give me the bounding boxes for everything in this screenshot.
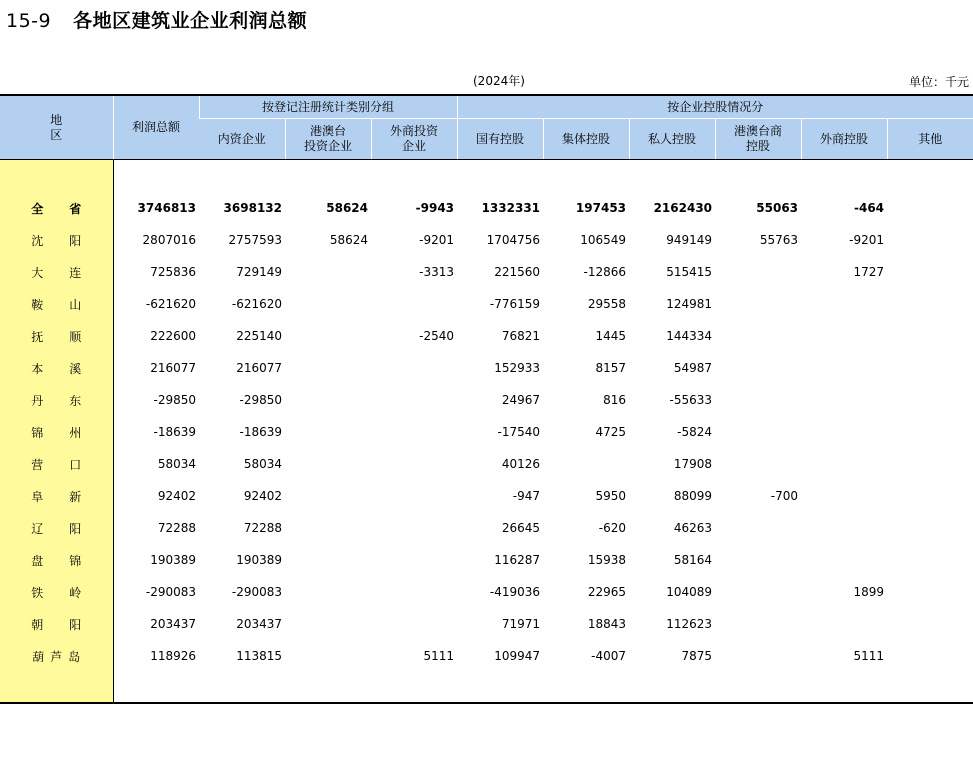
value-cell bbox=[715, 512, 801, 544]
value-cell: 222600 bbox=[150, 329, 196, 343]
region-cell: 鞍山 bbox=[0, 288, 113, 320]
value-cell: -419036 bbox=[489, 585, 541, 599]
table-row bbox=[0, 288, 973, 320]
value-cell: 92402 bbox=[157, 489, 196, 503]
region-cell: 葫芦岛 bbox=[0, 640, 113, 672]
region-cell: 全省 bbox=[0, 192, 113, 224]
value-cell: 109947 bbox=[494, 649, 541, 663]
value-cell bbox=[715, 288, 801, 320]
region-cell: 沈阳 bbox=[0, 224, 113, 256]
value-cell bbox=[715, 352, 801, 384]
value-cell bbox=[371, 416, 457, 448]
value-cell: 55763 bbox=[759, 233, 799, 247]
value-cell: 71971 bbox=[501, 617, 541, 631]
value-cell: -55633 bbox=[669, 393, 713, 407]
value-cell bbox=[715, 640, 801, 672]
region-cell: 朝阳 bbox=[0, 608, 113, 640]
value-cell bbox=[887, 448, 973, 480]
value-cell: 55063 bbox=[756, 201, 799, 215]
table-row bbox=[0, 544, 973, 576]
value-cell: 729149 bbox=[236, 265, 282, 279]
value-cell: 76821 bbox=[501, 329, 541, 343]
value-cell bbox=[285, 288, 371, 320]
value-cell: -620 bbox=[598, 521, 627, 535]
value-cell bbox=[285, 544, 371, 576]
spacer-row bbox=[0, 160, 973, 193]
value-cell: 1704756 bbox=[486, 233, 541, 247]
value-cell: 18843 bbox=[587, 617, 627, 631]
value-cell: 113815 bbox=[236, 649, 282, 663]
value-cell: -5824 bbox=[677, 425, 713, 439]
value-cell: 22965 bbox=[587, 585, 627, 599]
table-row bbox=[0, 576, 973, 608]
value-cell: 515415 bbox=[666, 265, 713, 279]
profit-table bbox=[0, 94, 973, 704]
value-cell bbox=[715, 416, 801, 448]
value-cell: 88099 bbox=[673, 489, 713, 503]
value-cell bbox=[887, 544, 973, 576]
value-cell: 8157 bbox=[595, 361, 627, 375]
value-cell: 92402 bbox=[243, 489, 282, 503]
value-cell bbox=[887, 640, 973, 672]
value-cell bbox=[285, 416, 371, 448]
value-cell: 2757593 bbox=[228, 233, 282, 247]
value-cell: 5950 bbox=[595, 489, 627, 503]
value-cell: 29558 bbox=[587, 297, 627, 311]
table-row bbox=[0, 448, 973, 480]
value-cell: 5111 bbox=[853, 649, 885, 663]
value-cell: 2807016 bbox=[142, 233, 196, 247]
value-cell: 58034 bbox=[243, 457, 282, 471]
value-cell bbox=[801, 608, 887, 640]
value-cell: -4007 bbox=[591, 649, 627, 663]
value-cell: 104089 bbox=[666, 585, 713, 599]
region-cell: 丹东 bbox=[0, 384, 113, 416]
value-cell bbox=[285, 480, 371, 512]
value-cell: 2162430 bbox=[653, 201, 713, 215]
value-cell: 1445 bbox=[595, 329, 627, 343]
value-cell: 7875 bbox=[681, 649, 713, 663]
region-cell: 抚顺 bbox=[0, 320, 113, 352]
value-cell bbox=[285, 320, 371, 352]
value-cell: 225140 bbox=[236, 329, 282, 343]
value-cell: 58624 bbox=[329, 233, 368, 247]
table-row bbox=[0, 416, 973, 448]
value-cell bbox=[801, 416, 887, 448]
region-cell: 阜新 bbox=[0, 480, 113, 512]
value-cell bbox=[371, 512, 457, 544]
value-cell: -621620 bbox=[231, 297, 282, 311]
value-cell bbox=[801, 288, 887, 320]
region-cell: 辽阳 bbox=[0, 512, 113, 544]
page-title bbox=[6, 6, 307, 33]
subheader-cell: 内资企业 bbox=[199, 119, 285, 160]
value-cell: 58164 bbox=[673, 553, 713, 567]
value-cell: 816 bbox=[603, 393, 627, 407]
value-cell: 112623 bbox=[666, 617, 713, 631]
value-cell bbox=[801, 544, 887, 576]
subheader-cell: 港澳台商 控股 bbox=[715, 119, 801, 160]
value-cell: 5111 bbox=[423, 649, 455, 663]
table-row bbox=[0, 256, 973, 288]
table-title: 各地区建筑业企业利润总额 bbox=[73, 10, 308, 32]
value-cell bbox=[887, 192, 973, 224]
table-row bbox=[0, 480, 973, 512]
value-cell bbox=[801, 480, 887, 512]
table-row bbox=[0, 512, 973, 544]
value-cell: 1727 bbox=[853, 265, 885, 279]
value-cell bbox=[543, 448, 629, 480]
value-cell: 949149 bbox=[666, 233, 713, 247]
value-cell: 40126 bbox=[501, 457, 541, 471]
value-cell: 116287 bbox=[494, 553, 541, 567]
value-cell bbox=[887, 512, 973, 544]
table-row bbox=[0, 640, 973, 672]
table-row bbox=[0, 384, 973, 416]
value-cell: 725836 bbox=[150, 265, 196, 279]
value-cell: 17908 bbox=[673, 457, 713, 471]
value-cell bbox=[887, 224, 973, 256]
value-cell: -464 bbox=[854, 201, 885, 215]
value-cell: 4725 bbox=[595, 425, 627, 439]
value-cell: 190389 bbox=[150, 553, 196, 567]
value-cell bbox=[285, 640, 371, 672]
value-cell bbox=[371, 576, 457, 608]
region-cell: 营口 bbox=[0, 448, 113, 480]
value-cell bbox=[887, 416, 973, 448]
value-cell: -18639 bbox=[153, 425, 196, 439]
year-label: (2024年) bbox=[473, 74, 525, 88]
value-cell: 15938 bbox=[587, 553, 627, 567]
unit-label: 单位：千元 bbox=[908, 75, 969, 89]
table-row bbox=[0, 320, 973, 352]
value-cell bbox=[801, 352, 887, 384]
value-cell: -17540 bbox=[497, 425, 541, 439]
value-cell: 72288 bbox=[157, 521, 196, 535]
value-cell: -776159 bbox=[489, 297, 541, 311]
region-cell: 大连 bbox=[0, 256, 113, 288]
value-cell bbox=[285, 576, 371, 608]
subheader-cell: 外商投资 企业 bbox=[371, 119, 457, 160]
value-cell bbox=[715, 544, 801, 576]
subheader-cell: 其他 bbox=[887, 119, 973, 160]
table-row bbox=[0, 224, 973, 256]
value-cell bbox=[371, 608, 457, 640]
value-cell: -12866 bbox=[583, 265, 627, 279]
value-cell: -2540 bbox=[419, 329, 455, 343]
region-cell: 锦州 bbox=[0, 416, 113, 448]
value-cell: 106549 bbox=[580, 233, 627, 247]
value-cell bbox=[887, 608, 973, 640]
value-cell: 3746813 bbox=[137, 201, 196, 215]
value-cell bbox=[715, 256, 801, 288]
value-cell: -947 bbox=[512, 489, 541, 503]
value-cell bbox=[715, 448, 801, 480]
value-cell bbox=[887, 352, 973, 384]
value-cell: 46263 bbox=[673, 521, 713, 535]
value-cell bbox=[285, 512, 371, 544]
value-cell: 72288 bbox=[243, 521, 282, 535]
value-cell: -3313 bbox=[419, 265, 455, 279]
subheader-cell: 集体控股 bbox=[543, 119, 629, 160]
table-row bbox=[0, 352, 973, 384]
table-number: 15-9 bbox=[6, 10, 52, 32]
value-cell bbox=[285, 384, 371, 416]
value-cell bbox=[285, 608, 371, 640]
value-cell bbox=[887, 576, 973, 608]
value-cell bbox=[887, 320, 973, 352]
value-cell bbox=[371, 384, 457, 416]
value-cell: -290083 bbox=[231, 585, 282, 599]
value-cell: 152933 bbox=[494, 361, 541, 375]
value-cell bbox=[371, 480, 457, 512]
value-cell: 203437 bbox=[236, 617, 282, 631]
region-cell: 铁岭 bbox=[0, 576, 113, 608]
value-cell bbox=[715, 608, 801, 640]
value-cell: 118926 bbox=[150, 649, 196, 663]
value-cell bbox=[285, 352, 371, 384]
subheader-cell: 国有控股 bbox=[457, 119, 543, 160]
value-cell bbox=[801, 384, 887, 416]
value-cell bbox=[801, 448, 887, 480]
value-cell bbox=[371, 544, 457, 576]
table-header bbox=[0, 95, 973, 160]
spacer-row bbox=[0, 672, 973, 703]
value-cell: 203437 bbox=[150, 617, 196, 631]
value-cell bbox=[285, 256, 371, 288]
region-cell: 本溪 bbox=[0, 352, 113, 384]
value-cell bbox=[887, 480, 973, 512]
table-row bbox=[0, 608, 973, 640]
value-cell: -290083 bbox=[145, 585, 196, 599]
value-cell: 144334 bbox=[666, 329, 713, 343]
subheader-cell: 外商控股 bbox=[801, 119, 887, 160]
value-cell: 216077 bbox=[150, 361, 196, 375]
value-cell bbox=[371, 352, 457, 384]
value-cell: 216077 bbox=[236, 361, 282, 375]
value-cell: -29850 bbox=[239, 393, 282, 407]
subheader-cell: 港澳台 投资企业 bbox=[285, 119, 371, 160]
value-cell: 24967 bbox=[501, 393, 541, 407]
value-cell bbox=[887, 288, 973, 320]
value-cell: -9943 bbox=[415, 201, 455, 215]
value-cell: 1332331 bbox=[481, 201, 541, 215]
value-cell: 3698132 bbox=[223, 201, 282, 215]
value-cell: 124981 bbox=[666, 297, 713, 311]
value-cell: 197453 bbox=[575, 201, 627, 215]
header-total-profit: 利润总额 bbox=[113, 95, 199, 160]
region-cell: 盘锦 bbox=[0, 544, 113, 576]
value-cell: 58034 bbox=[157, 457, 196, 471]
total-row bbox=[0, 192, 973, 224]
value-cell bbox=[285, 448, 371, 480]
value-cell bbox=[801, 512, 887, 544]
value-cell: -29850 bbox=[153, 393, 196, 407]
value-cell bbox=[715, 384, 801, 416]
value-cell: 1899 bbox=[853, 585, 885, 599]
header-region: 地 区 bbox=[0, 95, 113, 160]
value-cell: 58624 bbox=[326, 201, 368, 215]
header-group-registration: 按登记注册统计类别分组 bbox=[199, 95, 457, 119]
value-cell: -700 bbox=[770, 489, 799, 503]
value-cell bbox=[887, 256, 973, 288]
value-cell: 221560 bbox=[494, 265, 541, 279]
value-cell: 26645 bbox=[501, 521, 541, 535]
subheader-cell: 私人控股 bbox=[629, 119, 715, 160]
value-cell: -9201 bbox=[419, 233, 455, 247]
header-group-holding: 按企业控股情况分 bbox=[457, 95, 973, 119]
value-cell: -9201 bbox=[849, 233, 885, 247]
value-cell bbox=[801, 320, 887, 352]
value-cell bbox=[371, 448, 457, 480]
value-cell bbox=[715, 576, 801, 608]
value-cell: -18639 bbox=[239, 425, 282, 439]
value-cell: -621620 bbox=[145, 297, 196, 311]
value-cell: 54987 bbox=[673, 361, 713, 375]
value-cell bbox=[715, 320, 801, 352]
table-body bbox=[0, 160, 973, 704]
value-cell bbox=[371, 288, 457, 320]
value-cell bbox=[887, 384, 973, 416]
value-cell: 190389 bbox=[236, 553, 282, 567]
